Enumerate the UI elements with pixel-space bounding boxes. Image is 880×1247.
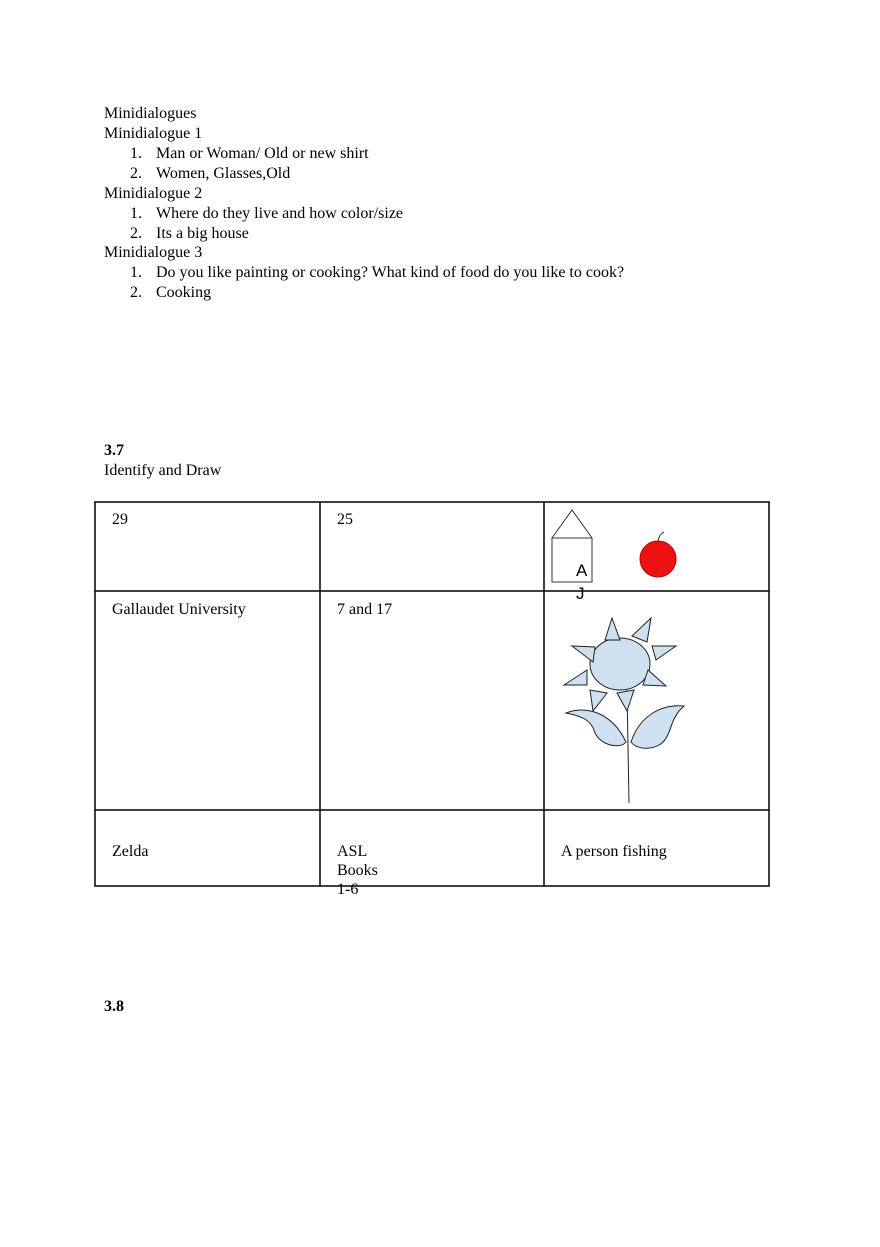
cell-r2c2: 7 and 17 [337, 601, 393, 618]
cell-r1c1: 29 [112, 511, 128, 528]
flower-drawing [564, 618, 684, 803]
cell-r3c2-line: 1-6 [337, 881, 359, 898]
flower-petal [564, 670, 587, 685]
cell-r2c1: Gallaudet University [112, 601, 246, 618]
cell-r3c2-line: ASL [337, 843, 368, 860]
house-roof [552, 510, 592, 538]
flower-leaf [631, 706, 684, 749]
cell-r3c1: Zelda [112, 843, 149, 860]
list-number: 2. [130, 165, 142, 182]
minidialogue-2-title: Minidialogue 2 [104, 185, 203, 202]
list-number: 1. [130, 145, 142, 162]
flower-center [590, 638, 650, 690]
list-number: 2. [130, 284, 142, 301]
minidialogue-1-title: Minidialogue 1 [104, 125, 203, 142]
list-item: Do you like painting or cooking? What kind of food do you like to cook? [156, 264, 625, 281]
apple-drawing [640, 532, 676, 577]
house-letter-a: A [576, 561, 588, 580]
apple-stem [658, 532, 664, 541]
list-item: Women, Glasses,Old [156, 165, 291, 182]
section-3-8-number: 3.8 [104, 998, 124, 1015]
list-number: 1. [130, 264, 142, 281]
flower-petal [572, 646, 595, 662]
cell-r1c2: 25 [337, 511, 353, 528]
cell-r3c2-line: Books [337, 862, 378, 879]
section-3-7-title: Identify and Draw [104, 462, 222, 479]
cell-r3c3: A person fishing [561, 843, 667, 860]
flower-petal [617, 690, 634, 711]
flower-petal [632, 618, 651, 642]
apple-body [640, 541, 676, 577]
list-item: Its a big house [156, 225, 249, 242]
house-letter-j: J [576, 584, 585, 603]
flower-petal [652, 646, 676, 660]
list-item: Man or Woman/ Old or new shirt [156, 145, 369, 162]
minidialogues-heading: Minidialogues [104, 105, 197, 122]
flower-petal [605, 618, 620, 640]
section-3-7-number: 3.7 [104, 442, 124, 459]
list-item: Where do they live and how color/size [156, 205, 404, 222]
list-number: 2. [130, 225, 142, 242]
list-item: Cooking [156, 284, 212, 301]
flower-petal [590, 690, 607, 711]
minidialogue-3-title: Minidialogue 3 [104, 244, 203, 261]
list-number: 1. [130, 205, 142, 222]
flower-leaf [566, 710, 626, 746]
